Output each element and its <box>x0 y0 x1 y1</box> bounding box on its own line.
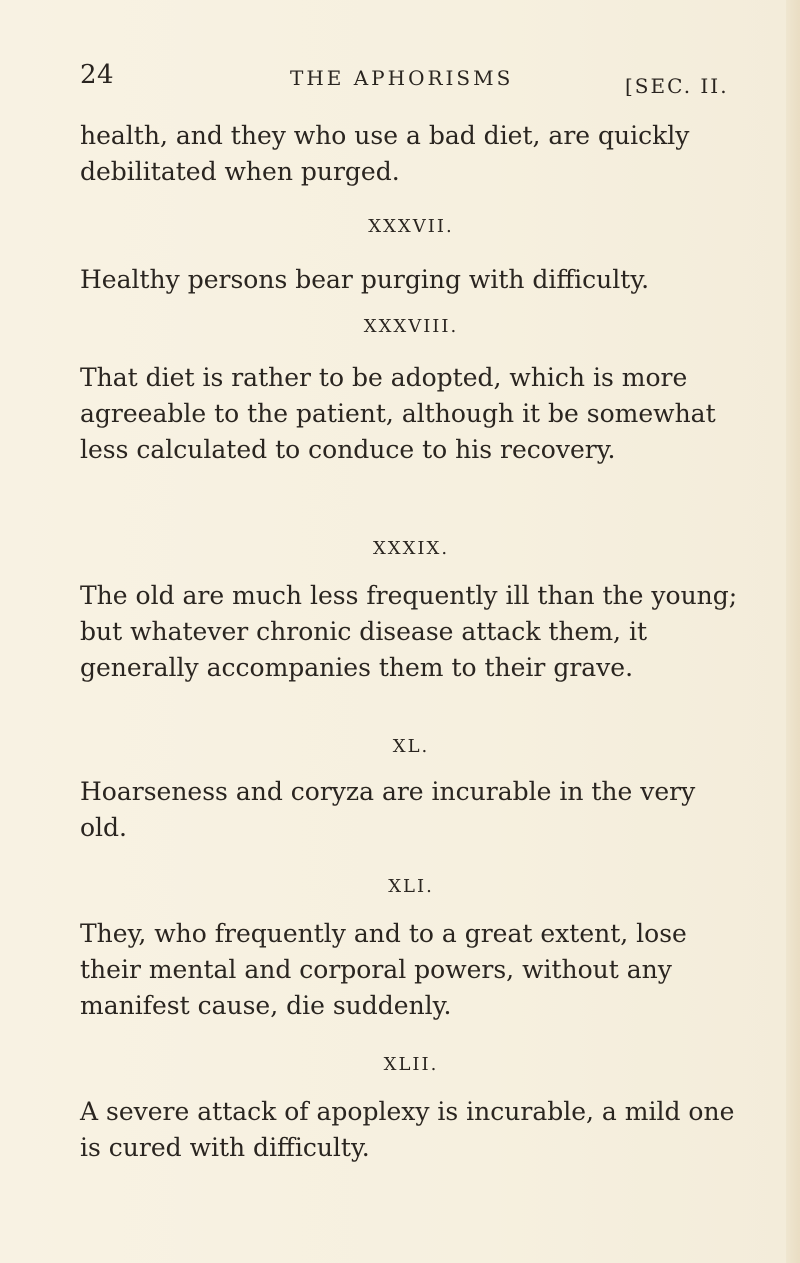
page-number: 24 <box>80 60 115 90</box>
section-mark: [SEC. II. <box>625 74 729 98</box>
page-edge <box>786 0 800 1263</box>
aphorism-text: Healthy persons bear purging with difficulty. <box>80 265 650 294</box>
aphorism-numeral: XLI. <box>388 876 434 897</box>
aphorism-text: They, who frequently and to a great extent, lose their mental and corporal powers, without any manifest cause, die suddenly. <box>80 919 687 1020</box>
aphorism-numeral: XXXVII. <box>368 216 454 237</box>
aphorism-text: The old are much less frequently ill than the young; but whatever chronic disease attack them, it generally accompanies them to their grave. <box>80 581 738 682</box>
aphorism-numeral: XLII. <box>383 1054 439 1075</box>
aphorism-numeral: XXXVIII. <box>363 316 459 337</box>
running-title: THE APHORISMS <box>290 66 514 90</box>
aphorism-text: A severe attack of apoplexy is incurable, a mild one is cured with difficulty. <box>80 1097 735 1162</box>
aphorism-numeral: XXXIX. <box>372 538 450 559</box>
page-header <box>80 60 740 96</box>
aphorism-text: That diet is rather to be adopted, which is more agreeable to the patient, although it be somewhat less calculated to conduce to his recovery. <box>80 363 716 464</box>
intro-paragraph: health, and they who use a bad diet, are quickly debilitated when purged. <box>80 121 690 186</box>
aphorism-numeral: XL. <box>392 736 430 757</box>
aphorism-text: Hoarseness and coryza are incurable in the very old. <box>80 777 696 842</box>
